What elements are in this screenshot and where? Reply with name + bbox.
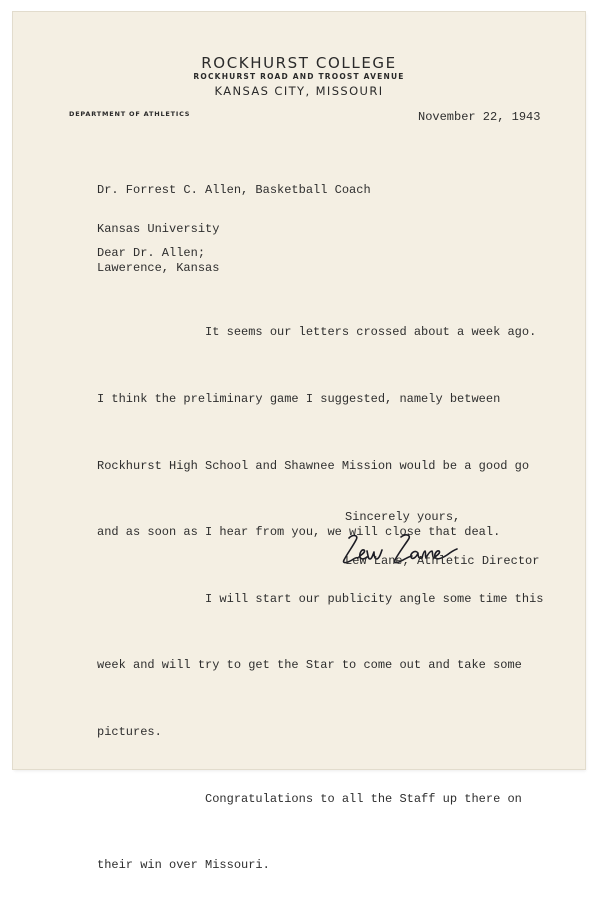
body-line: I will start our publicity angle some time this	[97, 591, 544, 606]
body-line: I think the preliminary game I suggested, namely between	[97, 392, 501, 407]
department-label: DEPARTMENT OF ATHLETICS	[69, 110, 191, 118]
letter-page	[13, 12, 585, 873]
recipient-line: Dr. Forrest C. Allen, Basketball Coach	[97, 183, 371, 197]
body-line: their win over Missouri.	[97, 858, 270, 873]
letterhead-address: ROCKHURST ROAD AND TROOST AVENUE	[193, 72, 405, 81]
body-line: It seems our letters crossed about a week ago.	[97, 325, 537, 340]
signer-name-title: Lew Lane, Athletic Director	[345, 554, 540, 568]
recipient-line: Kansas University	[97, 222, 220, 236]
body-line: Rockhurst High School and Shawnee Mission would be a good go	[97, 458, 530, 473]
letterhead-city: KANSAS CITY, MISSOURI	[214, 84, 384, 98]
letter-body	[97, 277, 543, 921]
recipient-line: Lawerence, Kansas	[97, 261, 220, 275]
salutation: Dear Dr. Allen;	[97, 246, 206, 260]
letter-date: November 22, 1943	[418, 110, 541, 124]
letterhead-name: ROCKHURST COLLEGE	[201, 54, 397, 72]
body-line: week and will try to get the Star to come out and take some	[97, 658, 522, 673]
body-line: pictures.	[97, 725, 162, 740]
body-line: Congratulations to all the Staff up there on	[97, 791, 522, 806]
body-line: and as soon as I hear from you, we will close that deal.	[97, 525, 501, 540]
closing: Sincerely yours,	[345, 510, 461, 524]
